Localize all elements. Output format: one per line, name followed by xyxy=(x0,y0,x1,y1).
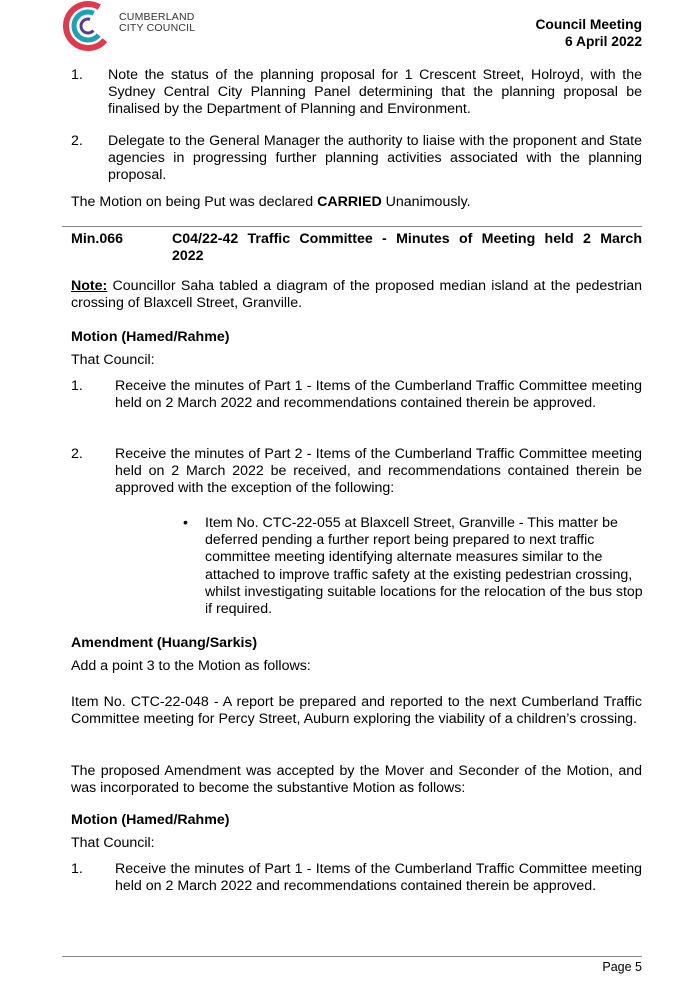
item-number: 1. xyxy=(71,67,83,83)
item-text: Receive the minutes of Part 2 - Items of the Cumberland Traffic Committee meeting held on 2 March 2022 be received, and recommendations contained therein be approved with the exception of the following: xyxy=(115,446,642,496)
carried-statement xyxy=(71,194,471,210)
item-text: Receive the minutes of Part 1 - Items of the Cumberland Traffic Committee meeting held on 2 March 2022 and recommendations contained therein be approved. xyxy=(115,378,642,411)
item-number: 1. xyxy=(71,861,83,877)
meeting-header xyxy=(535,16,642,50)
motion-heading: Motion (Hamed/Rahme) xyxy=(71,329,230,345)
footer-divider xyxy=(62,956,642,957)
minute-title-line1: C04/22-42 Traffic Committee - Minutes of Meeting held 2 March xyxy=(172,231,642,247)
motion-heading: Motion (Hamed/Rahme) xyxy=(71,812,230,828)
item-text: Delegate to the General Manager the authority to liaise with the proponent and State agencies in progressing further planning activities associated with the planning proposal. xyxy=(108,133,642,183)
amendment-item: Item No. CTC-22-048 - A report be prepared and reported to the next Cumberland Traffic Committee meeting for Percy Street, Auburn exploring the viability of a children’s crossing. xyxy=(71,694,642,727)
item-number: 1. xyxy=(71,378,83,394)
item-number: 2. xyxy=(71,446,83,462)
minute-title-line2: 2022 xyxy=(172,248,204,264)
page-number: Page 5 xyxy=(602,960,642,974)
amendment-accepted: The proposed Amendment was accepted by the Mover and Seconder of the Motion, and was incorporated to become the substantive Motion as follows: xyxy=(71,763,642,796)
bullet-point: • xyxy=(183,515,188,531)
carried-pre: The Motion on being Put was declared xyxy=(71,194,318,210)
note-text: Councillor Saha tabled a diagram of the proposed median island at the pedestrian crossing of Blaxcell Street, Granville. xyxy=(71,278,642,311)
note-label: Note: xyxy=(71,278,108,294)
minute-number: Min.066 xyxy=(71,231,124,247)
section-divider xyxy=(62,226,642,227)
note-paragraph xyxy=(71,278,642,312)
org-name-line2: CITY COUNCIL xyxy=(119,22,196,34)
carried-post: Unanimously. xyxy=(381,194,471,210)
amendment-intro: Add a point 3 to the Motion as follows: xyxy=(71,658,311,674)
org-name xyxy=(119,12,195,34)
meeting-date: 6 April 2022 xyxy=(565,34,642,49)
amendment-heading: Amendment (Huang/Sarkis) xyxy=(71,635,258,651)
carried-bold: CARRIED xyxy=(317,194,382,210)
meeting-title: Council Meeting xyxy=(535,17,642,32)
motion-intro: That Council: xyxy=(71,835,155,851)
council-logo xyxy=(62,0,114,52)
item-number: 2. xyxy=(71,133,83,149)
item-text: Receive the minutes of Part 1 - Items of the Cumberland Traffic Committee meeting held on 2 March 2022 and recommendations contained therein be approved. xyxy=(115,861,642,894)
item-text: Note the status of the planning proposal for 1 Crescent Street, Holroyd, with the Sydney Central City Planning Panel determining that the planning proposal be finalised by the Department of Planning and Environment. xyxy=(108,67,642,117)
motion-intro: That Council: xyxy=(71,352,155,368)
bullet-text: Item No. CTC-22-055 at Blaxcell Street, Granville - This matter be deferred pending a further report being prepared to next traffic committee meeting identifying alternate measures similar to the attached to improve traffic safety at the existing pedestrian crossing, whilst investigating suitable locations for the relocation of the bus stop if required. xyxy=(205,515,643,618)
org-name-line1: CUMBERLAND xyxy=(119,11,195,23)
